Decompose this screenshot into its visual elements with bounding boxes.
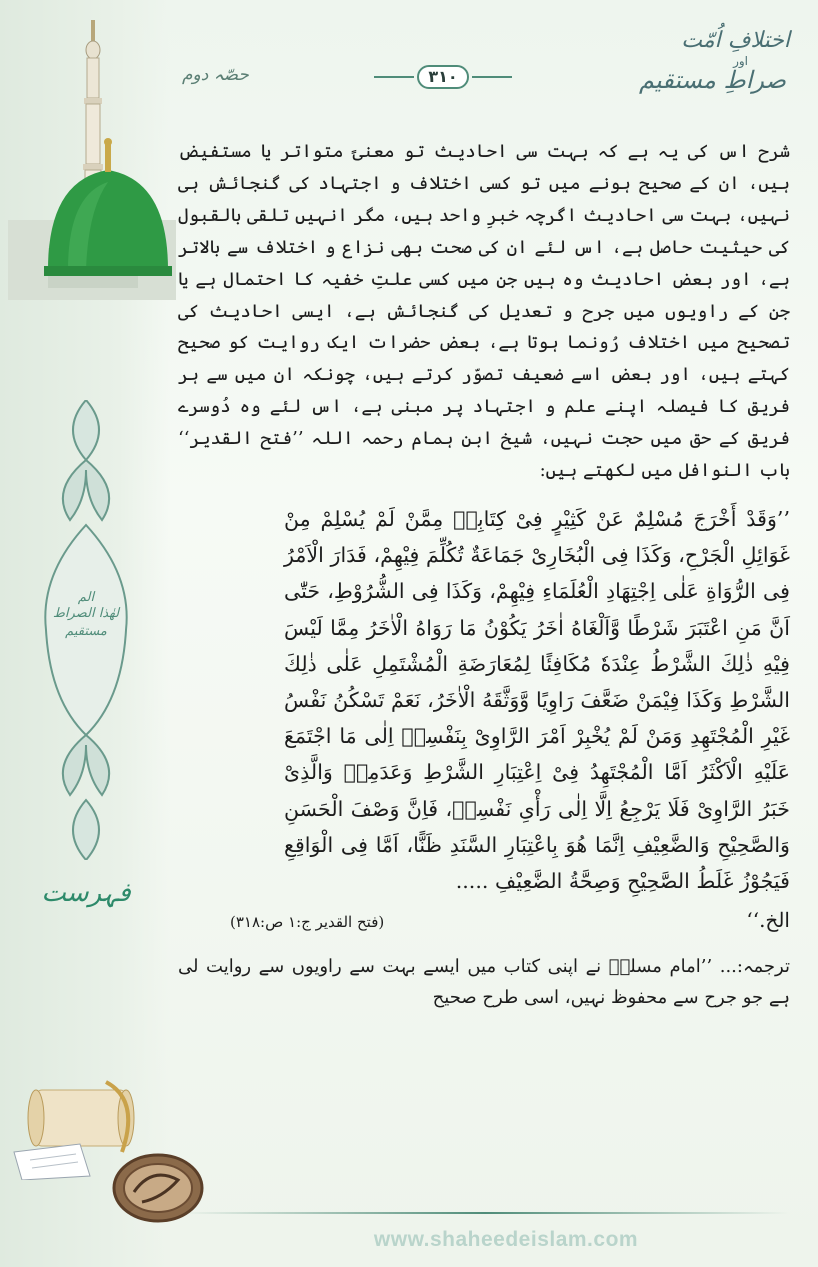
source-reference: (فتح القدیر ج:۱ ص:۳۱۸) [230, 913, 385, 932]
page-header [170, 28, 790, 118]
footer-divider [180, 1212, 790, 1214]
left-decoration [0, 0, 170, 1267]
translation-paragraph: ترجمہ:... ’’امام مسلمؒ نے اپنی کتاب میں ایسے بہت سے راویوں سے روایت لی ہے جو جرح سے محفوظ نہیں، اسی طرح صحیح [178, 956, 790, 1009]
footer-website-link[interactable]: www.shaheedeislam.com [373, 1228, 639, 1251]
quotation-end: الخ.‘‘ [746, 908, 790, 933]
book-title-line2: صراطِ مستقیم [639, 66, 786, 94]
ornament-text-top: الم [77, 590, 95, 605]
page-number: ۳۱۰ [417, 65, 469, 89]
ornament-text: لھٰذا الصراط مستقیم [52, 606, 120, 639]
book-title-conj: اور [733, 54, 748, 68]
book-title-line1: اختلافِ اُمّت [681, 28, 790, 53]
green-dome-icon [8, 120, 176, 300]
page-content [178, 136, 790, 1013]
ornament-calligraphy [44, 590, 128, 641]
index-link[interactable]: فہرست [41, 878, 131, 908]
quotation-end-row [230, 905, 790, 937]
page-number-frame [374, 62, 512, 92]
arabic-quotation: ’’وَقَدْ أَخْرَجَ مُسْلِمٌ عَنْ كَثِيْرٍ فِىْ كِتَابِهٖ مِمَّنْ لَمْ يُسْلِمْ مِنْ غَوَائِلِ الْجَرْحِ، وَكَذَا فِى الْبُخَارِىْ جَمَاعَةٌ تُكُلِّمَ فِيْهِمْ، فَدَارَ الْاَمْرُ فِى الرُّوَاةِ عَلٰى اِجْتِهَادِ الْعُلَمَاءِ فِيْهِمْ، وَكَذَا فِى الشُّرُوْطِ، حَتّٰى اَنَّ مَنِ اعْتَبَرَ شَرْطًا وَّاَلْغَاهُ اٰخَرُ يَكُوْنُ مَا رَوَاهُ الْاٰخَرُ مِمَّا لَيْسَ فِيْهِ ذٰلِكَ الشَّرْطُ عِنْدَهٗ مُكَافِئًا لِمُعَارَضَةِ الْمُشْتَمِلِ عَلٰى ذٰلِكَ الشَّرْطِ وَكَذَا فِيْمَنْ ضَعَّفَ رَاوِيًا وَّوَثَّقَهُ الْاٰخَرُ، نَعَمْ تَسْكُنُ نَفْسُ غَيْرِ الْمُجْتَهِدِ وَمَنْ لَمْ يُخْبِرْ اَمْرَ الرَّاوِىْ بِنَفْسِهٖ اِلٰى مَا اجْتَمَعَ عَلَيْهِ الْاَكْثَرُ اَمَّا الْمُجْتَهِدُ فِىْ اِعْتِبَارِ الشَّرْطِ وَعَدَمِهٖ وَالَّذِىْ خَبَرُ الرَّاوِىْ فَلَا يَرْجِعُ اِلَّا اِلٰى رَأْىِ نَفْسِهٖ، فَاِنَّ وَصْفَ الْحَسَنِ وَالصَّحِيْحِ وَالضَّعِيْفِ اِنَّمَا هُوَ بِاعْتِبَارِ السَّنَدِ ظَنًّا، اَمَّا فِى الْوَاقِعِ فَيَجُوْزُ غَلَطُ الصَّحِيْحِ وَصِحَّةُ الضَّعِيْفِ ..... [284, 506, 790, 893]
urdu-paragraph: شرح اس کی یہ ہے کہ بہت سی احادیث تو معنیً متواتر یا مستفیض ہیں، ان کے صحیح ہونے میں تو کسی اختلاف و اجتہاد کی گنجائش ہی نہیں، بہت سی احادیث اگرچہ خبرِ واحد ہیں، مگر انہیں تلقی بالقبول کی حیثیت حاصل ہے، اس لئے ان کی صحت بھی نزاع و اختلاف سے بالاتر ہے، اور بعض احادیث وہ ہیں جن میں کسی علتِ خفیہ کا احتمال ہے یا جن کے راویوں میں جرح و تعدیل کی گنجائش ہے، ایسی احادیث کی تصحیح میں اختلاف رُونما ہوتا ہے، بعض حضرات ایک روایت کو صحیح کہتے ہیں، اور بعض اسے ضعیف تصوّر کرتے ہیں، چونکہ ان میں سے ہر فریق کا فیصلہ اپنے علم و اجتہاد پر مبنی ہے، اس لئے وہ دُوسرے فریق کے حق میں حجت نہیں، شیخ ابنِ ہمام رحمہ اللہ ’’فتح القدیر‘‘ باب النوافل میں لکھتے ہیں: [178, 141, 790, 482]
part-label: حصّہ دوم [182, 65, 249, 85]
